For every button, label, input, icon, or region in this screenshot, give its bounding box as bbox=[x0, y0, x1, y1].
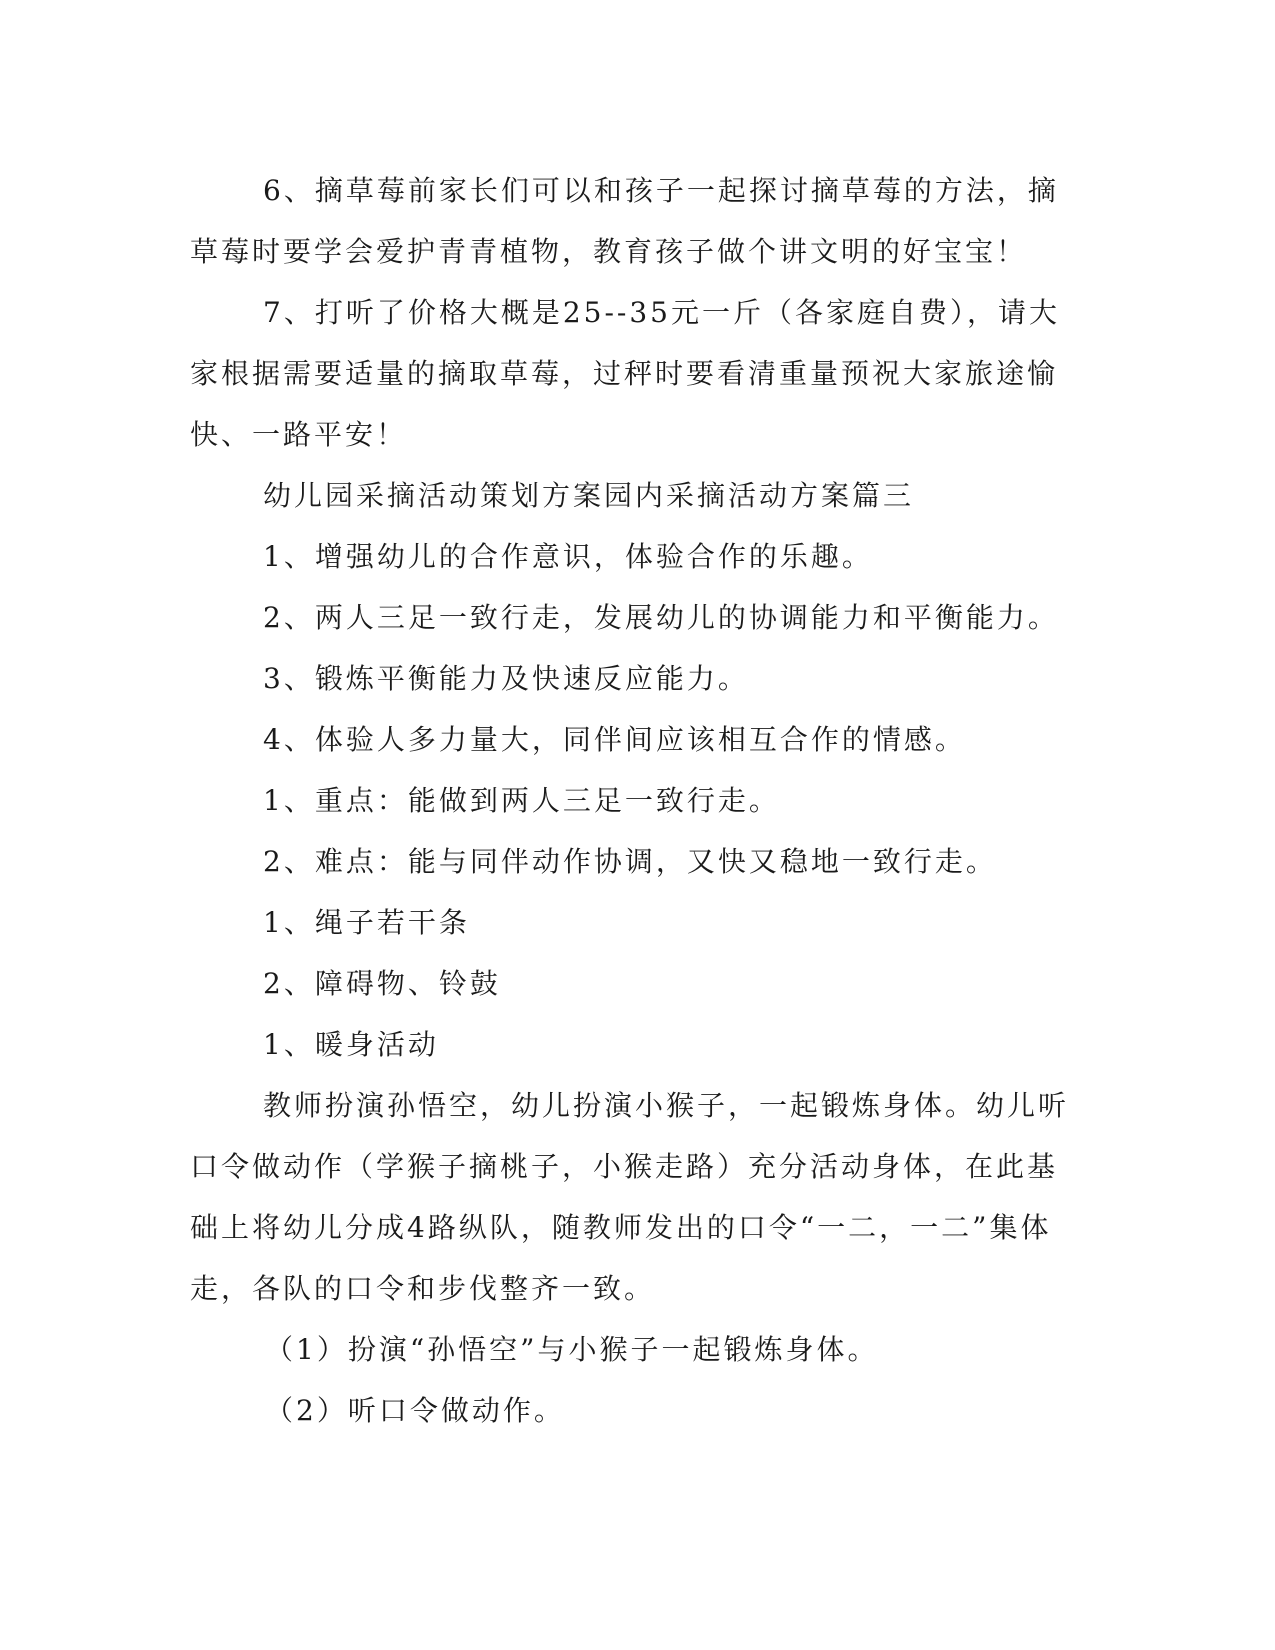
difficult-point: 2、难点：能与同伴动作协调，又快又稳地一致行走。 bbox=[263, 845, 997, 878]
paragraph-item-6: 6、摘草莓前家长们可以和孩子一起探讨摘草莓的方法，摘草莓时要学会爱护青青植物，教育孩子做个讲文明的好宝宝！ bbox=[190, 174, 1059, 268]
paragraph-item-7: 7、打听了价格大概是25--35元一斤（各家庭自费），请大家根据需要适量的摘取草莓，过秤时要看清重量预祝大家旅途愉快、一路平安！ bbox=[190, 296, 1060, 451]
goal-item-3: 3、锻炼平衡能力及快速反应能力。 bbox=[263, 662, 749, 695]
material-item-2: 2、障碍物、铃鼓 bbox=[263, 967, 501, 1000]
key-point: 1、重点：能做到两人三足一致行走。 bbox=[263, 784, 780, 817]
process-step-1: 1、暖身活动 bbox=[263, 1028, 439, 1061]
section-heading: 幼儿园采摘活动策划方案园内采摘活动方案篇三 bbox=[263, 479, 915, 512]
sub-step-1: （1）扮演“孙悟空”与小猴子一起锻炼身体。 bbox=[265, 1333, 879, 1366]
sub-step-2: （2）听口令做动作。 bbox=[265, 1394, 565, 1427]
material-item-1: 1、绳子若干条 bbox=[263, 906, 470, 939]
process-description: 教师扮演孙悟空，幼儿扮演小猴子，一起锻炼身体。幼儿听口令做动作（学猴子摘桃子，小猴走路）充分活动身体，在此基础上将幼儿分成4路纵队，随教师发出的口令“一二，一二”集体走，各队的口令和步伐整齐一致。 bbox=[190, 1089, 1070, 1305]
document-body bbox=[190, 160, 1085, 1441]
goal-item-4: 4、体验人多力量大，同伴间应该相互合作的情感。 bbox=[263, 723, 966, 756]
goal-item-2: 2、两人三足一致行走，发展幼儿的协调能力和平衡能力。 bbox=[263, 601, 1059, 634]
goal-item-1: 1、增强幼儿的合作意识，体验合作的乐趣。 bbox=[263, 540, 873, 573]
